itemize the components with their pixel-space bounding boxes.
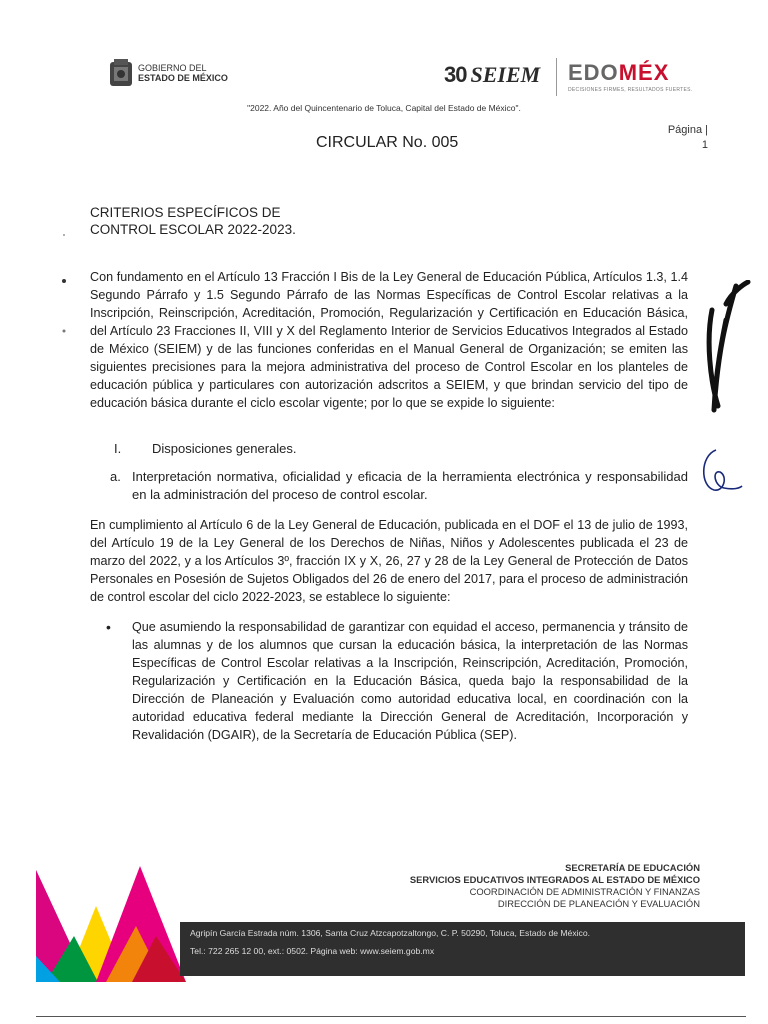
page-number: 1	[701, 139, 708, 151]
section-number: I.	[114, 441, 122, 456]
document-title: CIRCULAR No. 005	[316, 134, 459, 151]
edomex-tagline: DECISIONES FIRMES, RESULTADOS FUERTES.	[568, 87, 693, 93]
footer-address-block	[190, 924, 590, 960]
footer-line4: DIRECCIÓN DE PLANEACIÓN Y EVALUACIÓN	[497, 898, 700, 909]
footer-line1: SECRETARÍA DE EDUCACIÓN	[565, 862, 700, 873]
edomex-triangles-art-icon	[36, 866, 186, 982]
footer-line3: COORDINACIÓN DE ADMINISTRACIÓN Y FINANZAS	[469, 886, 700, 897]
year-motto: "2022. Año del Quincentenario de Toluca, Capital del Estado de México".	[247, 103, 521, 113]
handwritten-initials-icon	[694, 446, 744, 500]
footer-contact: Tel.: 722 265 12 00, ext.: 0502. Página web: www.seiem.gob.mx	[190, 946, 435, 956]
footer-institution	[410, 862, 700, 910]
edomex-prefix: EDO	[568, 60, 619, 85]
footer-address: Agripín García Estrada núm. 1306, Santa Cruz Atzcapotzaltongo, C. P. 50290, Toluca, Estado de México.	[190, 928, 591, 938]
intro-paragraph: Con fundamento en el Artículo 13 Fracción I Bis de la Ley General de Educación Pública, Artículos 1.3, 1.4 Segundo Párrafo y 1.5 Segundo Párrafo de las Normas Específicas de Control Escolar relativas a la Inscripción, Reinscripción, Acreditación, Promoción, Regularización y Certificación en Educación Básica, del Artículo 23 Fracciones II, VIII y X del Reglamento Interior de Servicios Educativos Integrados al Estado de México (SEIEM) y de las funciones conferidas en el Manual General de Organización; se emiten las siguientes precisiones para la mejora administrativa del proceso de Control Escolar en los planteles de educación pública y particulares con autorización adscritos a SEIEM, y que brindan servicio del tipo de educación básica durante el ciclo escolar vigente; por lo que se expide lo siguiente:	[90, 270, 688, 410]
state-seal-icon	[108, 58, 134, 88]
subsection-letter: a.	[110, 469, 121, 484]
subject-line2: CONTROL ESCOLAR 2022-2023.	[90, 222, 296, 237]
government-logo	[108, 58, 228, 88]
compliance-paragraph: En cumplimiento al Artículo 6 de la Ley General de Educación, publicada en el DOF el 13 de julio de 1993, del Artículo 19 de la Ley General de los Derechos de Niñas, Niños y Adolescentes publicada el 23 de marzo del 2022, y a los Artículos 3º, fracción IX y X, 26, 27 y 28 de la Ley General de Protección de Datos Personales en Posesión de Sujetos Obligados del 26 de enero del 2017, para el proceso de administración de control escolar del ciclo 2022-2023, se establece lo siguiente:	[90, 518, 688, 604]
bottom-rule	[36, 1016, 746, 1017]
bullet-text: Que asumiendo la responsabilidad de garantizar con equidad el acceso, permanencia y tránsito de las alumnas y de los alumnos que cursan la educación básica, la interpretación de las Normas Específicas de Control Escolar relativas a la Inscripción, Reinscripción, Acreditación, Promoción, Regularización y Certificación en la Educación Básica, queda bajo la responsabilidad de la Dirección de Planeación y Evaluación como autoridad educativa local, en coordinación con la autoridad educativa federal mediante la Dirección General de Acreditación, Incorporación y Revalidación (DGAIR), de la Secretaría de Educación Pública (SEP).	[132, 620, 688, 742]
edomex-accent: MÉX	[618, 60, 670, 85]
seiem-anniversary-number: 30	[444, 62, 467, 87]
page-label: Página |	[667, 124, 708, 136]
edomex-logo	[568, 60, 692, 93]
handwritten-signature-icon	[696, 280, 752, 420]
page-indicator	[660, 123, 708, 153]
subsection-heading	[110, 468, 688, 504]
seiem-logo	[444, 62, 540, 88]
document-subject	[90, 204, 296, 238]
section-heading	[114, 441, 297, 456]
list-item	[106, 618, 688, 744]
margin-marks-icon	[54, 225, 74, 345]
section-title: Disposiciones generales.	[152, 441, 297, 456]
footer-line2: SERVICIOS EDUCATIVOS INTEGRADOS AL ESTADO DE MÉXICO	[409, 874, 700, 885]
bullet-icon: •	[106, 619, 111, 635]
subsection-title: Interpretación normativa, oficialidad y eficacia de la herramienta electrónica y responsabilidad en la administración del proceso de control escolar.	[132, 469, 688, 502]
gov-logo-line2: ESTADO DE MÉXICO	[138, 73, 228, 83]
seiem-name: SEIEM	[470, 62, 541, 87]
gov-logo-line1: GOBIERNO DEL	[138, 63, 207, 73]
subject-line1: CRITERIOS ESPECÍFICOS DE	[90, 205, 281, 220]
header-divider	[556, 58, 557, 96]
